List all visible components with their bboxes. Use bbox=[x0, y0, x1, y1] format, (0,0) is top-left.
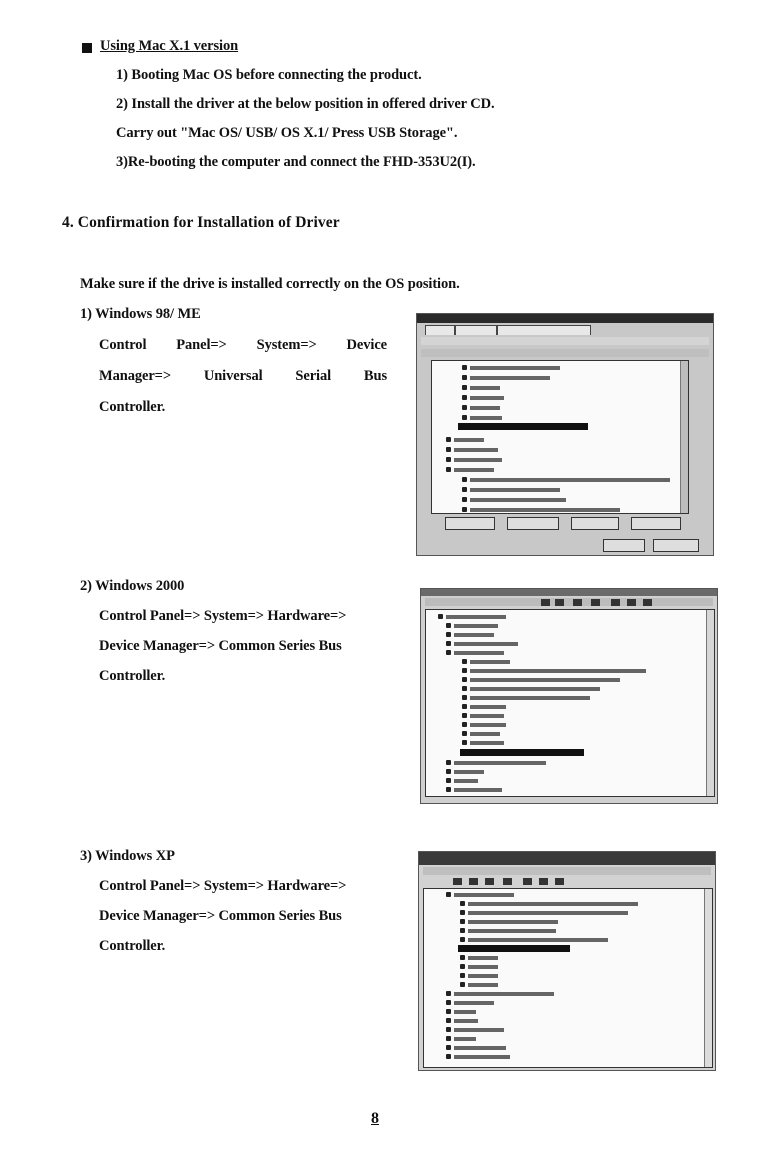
win2000-path-line-1: Control Panel=> System=> Hardware=> bbox=[99, 608, 347, 624]
win98-label: 1) Windows 98/ ME bbox=[80, 306, 201, 322]
win2000-device-manager-screenshot bbox=[420, 588, 718, 804]
square-bullet-icon bbox=[82, 43, 92, 53]
winxp-path-line-3: Controller. bbox=[99, 938, 166, 954]
mac-step-2-path: Carry out "Mac OS/ USB/ OS X.1/ Press USB Storage". bbox=[116, 125, 458, 141]
winxp-path-line-2: Device Manager=> Common Series Bus bbox=[99, 908, 342, 924]
mac-step-1: 1) Booting Mac OS before connecting the product. bbox=[116, 67, 422, 83]
winxp-label: 3) Windows XP bbox=[80, 848, 175, 864]
mac-step-3: 3)Re-booting the computer and connect the FHD-353U2(I). bbox=[116, 154, 476, 170]
win2000-path-line-3: Controller. bbox=[99, 668, 166, 684]
win98-device-manager-screenshot bbox=[416, 313, 714, 556]
mac-section-title: Using Mac X.1 version bbox=[100, 38, 239, 54]
section-heading: 4. Confirmation for Installation of Driver bbox=[62, 214, 340, 231]
win98-path-line-1: Control Panel=> System=> Device bbox=[99, 337, 387, 353]
winxp-path-line-1: Control Panel=> System=> Hardware=> bbox=[99, 878, 347, 894]
mac-step-2: 2) Install the driver at the below position in offered driver CD. bbox=[116, 96, 495, 112]
win2000-label: 2) Windows 2000 bbox=[80, 578, 185, 594]
section-intro: Make sure if the drive is installed correctly on the OS position. bbox=[80, 276, 460, 292]
page-number: 8 bbox=[371, 1110, 379, 1127]
winxp-device-manager-screenshot bbox=[418, 851, 716, 1071]
win98-path-line-2: Manager=> Universal Serial Bus bbox=[99, 368, 387, 384]
win2000-path-line-2: Device Manager=> Common Series Bus bbox=[99, 638, 342, 654]
win98-path-line-3: Controller. bbox=[99, 399, 166, 415]
